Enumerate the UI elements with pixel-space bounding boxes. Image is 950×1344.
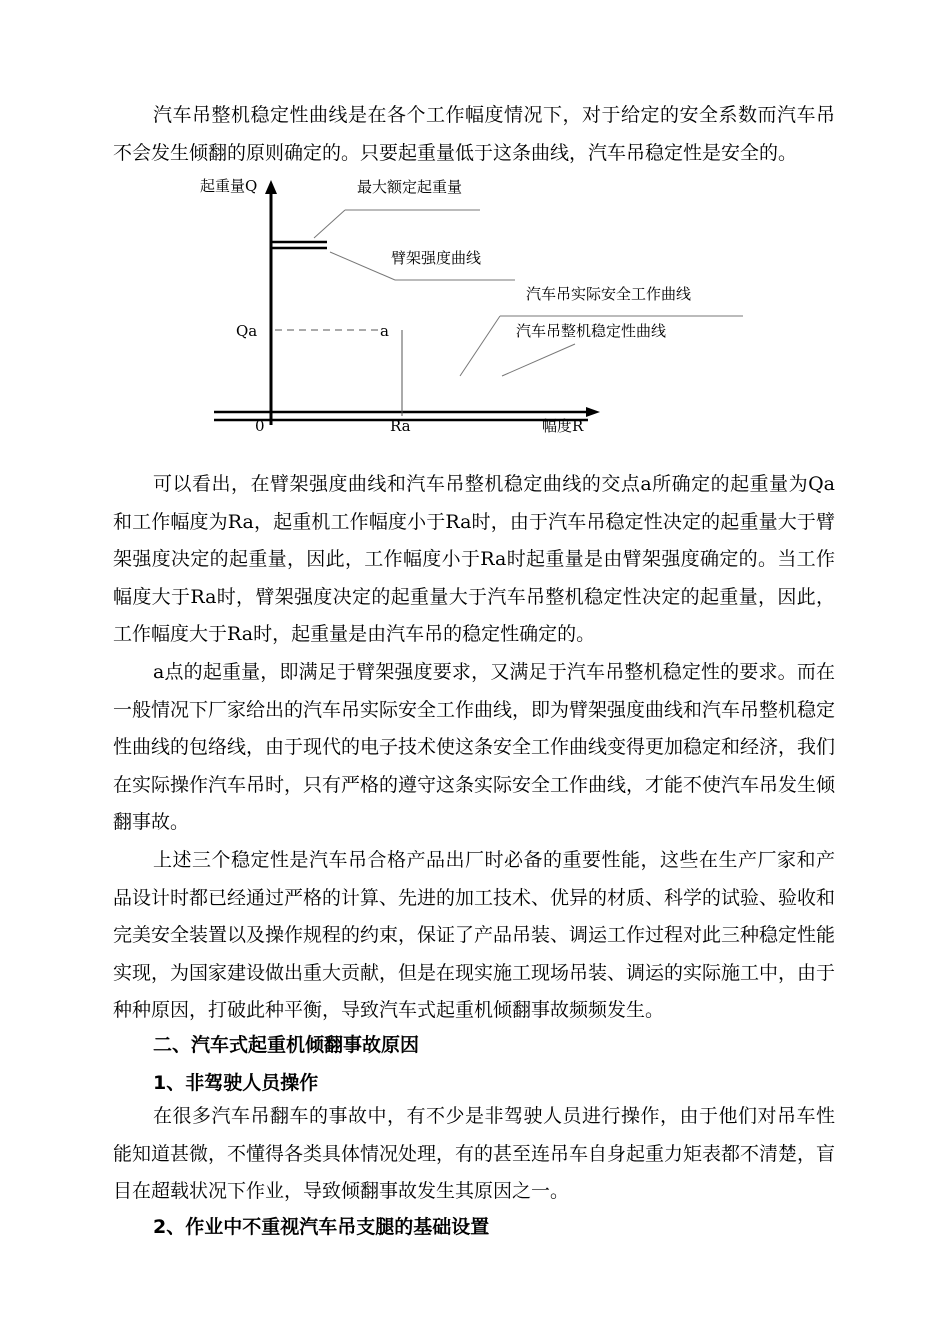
- y-axis-label: 起重量Q: [200, 177, 258, 195]
- label-actual-safe: 汽车吊实际安全工作曲线: [526, 285, 692, 303]
- leader-stability: [502, 344, 575, 376]
- x-axis-label: 幅度R: [542, 417, 584, 435]
- leader-max-rated: [314, 210, 345, 238]
- qa-label: Qa: [236, 322, 258, 340]
- x-axis-arrow: [586, 407, 600, 417]
- paragraph-analysis: 可以看出，在臂架强度曲线和汽车吊整机稳定曲线的交点a所确定的起重量为Qa和工作幅度为Ra，起重机工作幅度小于Ra时，由于汽车吊稳定性决定的起重量大于臂架强度决定的起重量，因此，工作幅度小于Ra时起重量是由臂架强度确定的。当工作幅度大于Ra时，臂架强度决定的起重量大于汽车吊整机稳定性决定的起重量，因此，工作幅度大于Ra时，起重量是由汽车吊的稳定性确定的。: [113, 473, 835, 646]
- label-boom-strength: 臂架强度曲线: [391, 249, 482, 267]
- subheading-non-driver: 1、非驾驶人员操作: [153, 1072, 319, 1094]
- point-a-label: a: [380, 322, 389, 340]
- paragraph-three-stabilities: 上述三个稳定性是汽车吊合格产品出厂时必备的重要性能，这些在生产厂家和产品设计时都已经通过严格的计算、先进的加工技术、优异的材质、科学的试验、验收和完美安全装置以及操作规程的约束，保证了产品吊装、调运工作过程对此三种稳定性能实现，为国家建设做出重大贡献，但是在现实施工现场吊装、调运的实际施工中，由于种种原因，打破此种平衡，导致汽车式起重机倾翻事故频频发生。: [113, 849, 836, 1022]
- y-axis-arrow: [265, 180, 277, 194]
- leader-actual-safe: [460, 316, 500, 376]
- subheading-outrigger-foundation: 2、作业中不重视汽车吊支腿的基础设置: [153, 1216, 490, 1238]
- section-heading-causes: 二、汽车式起重机倾翻事故原因: [153, 1034, 420, 1056]
- origin-label: 0: [255, 417, 265, 435]
- load-chart-figure: [180, 170, 760, 450]
- intro-paragraph: 汽车吊整机稳定性曲线是在各个工作幅度情况下，对于给定的安全系数而汽车吊不会发生倾翻的原则确定的。只要起重量低于这条曲线，汽车吊稳定性是安全的。: [113, 104, 835, 164]
- leader-boom-strength: [330, 252, 395, 280]
- ra-label: Ra: [390, 417, 411, 435]
- label-stability: 汽车吊整机稳定性曲线: [516, 322, 667, 340]
- paragraph-point-a: a点的起重量，即满足于臂架强度要求，又满足于汽车吊整机稳定性的要求。而在一般情况下厂家给出的汽车吊实际安全工作曲线，即为臂架强度曲线和汽车吊整机稳定性曲线的包络线，由于现代的电子技术使这条安全工作曲线变得更加稳定和经济，我们在实际操作汽车吊时，只有严格的遵守这条实际安全工作曲线，才能不使汽车吊发生倾翻事故。: [113, 661, 836, 834]
- label-max-rated: 最大额定起重量: [357, 178, 463, 196]
- paragraph-non-driver: 在很多汽车吊翻车的事故中，有不少是非驾驶人员进行操作，由于他们对吊车性能知道甚微，不懂得各类具体情况处理，有的甚至连吊车自身起重力矩表都不清楚，盲目在超载状况下作业，导致倾翻事故发生其原因之一。: [113, 1105, 836, 1203]
